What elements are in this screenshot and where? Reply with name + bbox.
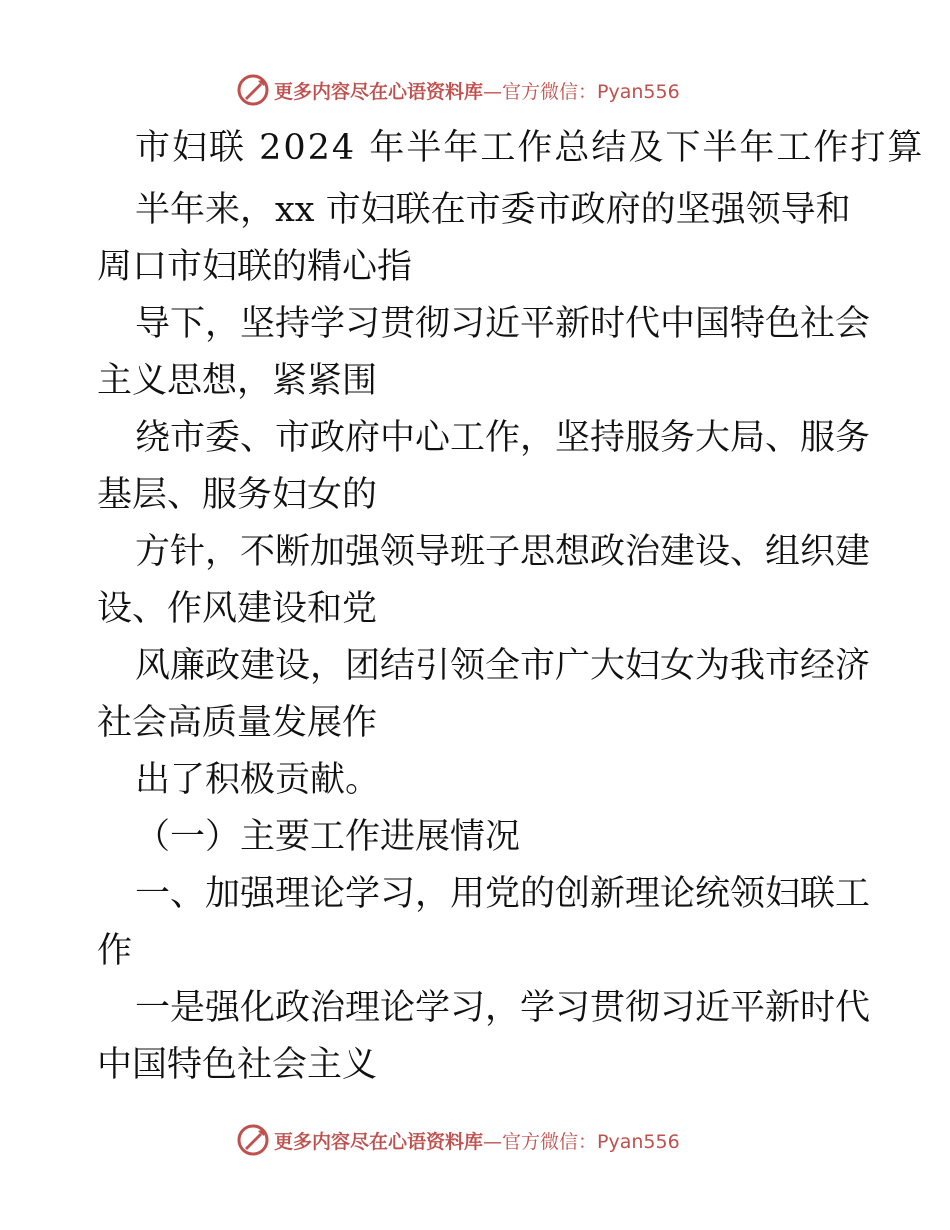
paragraph-line: 绕市委、市政府中心工作，坚持服务大局、服务	[135, 418, 871, 458]
paragraph-line: 方针，不断加强领导班子思想政治建设、组织建	[135, 532, 871, 572]
quill-seal-icon	[236, 1123, 270, 1157]
banner-brand: 更多内容尽在心语资料库	[274, 1130, 484, 1153]
banner-brand: 更多内容尽在心语资料库	[274, 80, 484, 103]
paragraph-line: 导下，坚持学习贯彻习近平新时代中国特色社会	[135, 304, 871, 344]
document-title: 市妇联 2024 年半年工作总结及下半年工作打算	[135, 128, 925, 168]
banner-separator: —	[483, 80, 503, 103]
paragraph-line: 周口市妇联的精心指	[97, 247, 413, 287]
paragraph-line: 出了积极贡献。	[135, 760, 381, 800]
banner-wechat-label: 官方微信：	[502, 80, 598, 103]
subsection-heading: 一、加强理论学习，用党的创新理论统领妇联工	[135, 874, 871, 914]
paragraph-line: 一是强化政治理论学习，学习贯彻习近平新时代	[135, 988, 871, 1028]
section-heading: （一）主要工作进展情况	[135, 817, 521, 857]
banner-wechat-label: 官方微信：	[502, 1130, 598, 1153]
banner-text	[274, 77, 680, 104]
banner-separator: —	[483, 1130, 503, 1153]
banner-wechat-id: Pyan556	[597, 1130, 680, 1153]
header-watermark-banner	[236, 72, 680, 108]
subsection-heading-continuation: 作	[97, 931, 133, 971]
paragraph-line: 社会高质量发展作	[97, 703, 378, 743]
paragraph-line: 基层、服务妇女的	[97, 475, 378, 515]
paragraph-line: 设、作风建设和党	[97, 589, 378, 629]
banner-text	[274, 1127, 680, 1154]
paragraph-line: 主义思想，紧紧围	[97, 361, 378, 401]
paragraph-line: 风廉政建设，团结引领全市广大妇女为我市经济	[135, 646, 871, 686]
paragraph-line: 半年来，xx 市妇联在市委市政府的坚强领导和	[135, 190, 851, 230]
footer-watermark-banner	[236, 1122, 680, 1158]
quill-seal-icon	[236, 73, 270, 107]
banner-wechat-id: Pyan556	[597, 80, 680, 103]
paragraph-line: 中国特色社会主义	[97, 1045, 378, 1085]
